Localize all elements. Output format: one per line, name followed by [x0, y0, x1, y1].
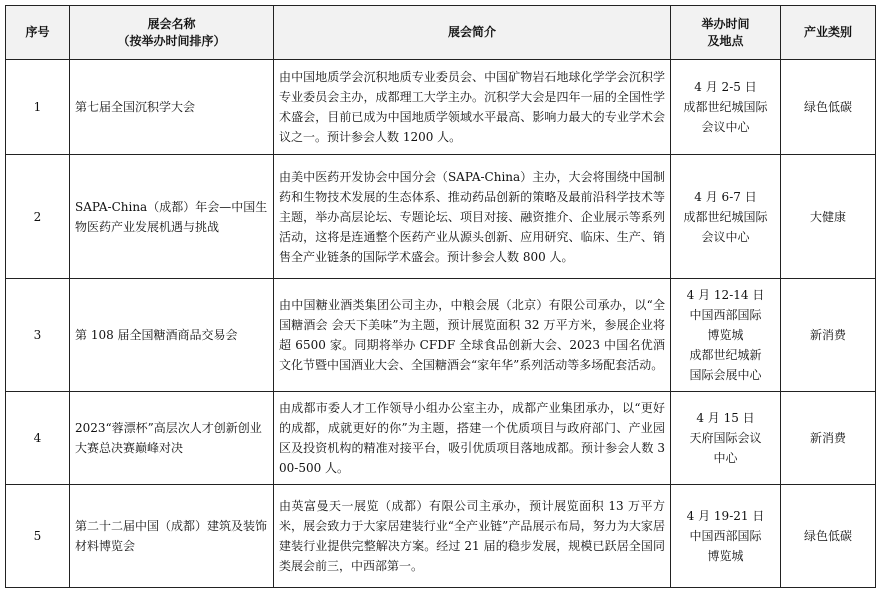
row-no: 4: [6, 392, 70, 485]
row-time-line: 4 月 2-5 日: [694, 80, 757, 94]
table-header-row: [6, 6, 876, 60]
row-time: [671, 392, 781, 485]
row-category: 绿色低碳: [781, 60, 876, 155]
table-row: [6, 392, 876, 485]
row-time-line: 4 月 15 日: [696, 411, 755, 425]
row-time-line: 天府国际会议: [689, 431, 762, 445]
row-time-line: 成都世纪城国际: [683, 100, 768, 114]
row-time: [671, 60, 781, 155]
table-row: [6, 485, 876, 588]
header-intro: 展会简介: [274, 6, 671, 60]
row-time: [671, 155, 781, 279]
row-intro: 由美中医药开发协会中国分会（SAPA-China）主办，大会将围绕中国制药和生物技术发展的生态体系、推动药品创新的策略及最前沿科学技术等主题，举办高层论坛、专题论坛、项目对接、融资推介、企业展示等系列活动，这将是连通整个医药产业从源头创新、应用研究、临床、生产、销售全产业链条的国际学术盛会。预计参会人数 800 人。: [274, 155, 671, 279]
row-time-line: 中国西部国际: [689, 308, 762, 322]
row-intro: 由成都市委人才工作领导小组办公室主办，成都产业集团承办，以“更好的成都，成就更好的你”为主题，搭建一个优质项目与政府部门、产业园区及投资机构的精准对接平台，吸引优质项目落地成都。预计参会人数 300-500 人。: [274, 392, 671, 485]
table-row: [6, 155, 876, 279]
row-time-line: 成都世纪城新: [689, 348, 762, 362]
row-time-line: 4 月 6-7 日: [694, 189, 757, 204]
row-intro: 由中国糖业酒类集团公司主办，中粮会展（北京）有限公司承办，以“全国糖酒会 会天下美味”为主题，预计展览面积 32 万平方米，参展企业将超 6500 家。同期将举办 CFDF 全球食品创新大会、2023 中国名优酒文化节暨中国酒业大会、全国糖酒会“家年华”系列活动等多场配套活动。: [274, 279, 671, 392]
header-category: 产业类别: [781, 6, 876, 60]
row-time-line: 4 月 19-21 日: [686, 509, 765, 523]
row-name: 第七届全国沉积学大会: [70, 60, 274, 155]
row-category: 新消费: [781, 392, 876, 485]
row-category: 新消费: [781, 279, 876, 392]
header-name-line2: （按举办时间排序）: [117, 33, 226, 48]
table-row: [6, 60, 876, 155]
row-time-line: 成都世纪城国际: [683, 209, 768, 224]
header-time: [671, 6, 781, 60]
exhibition-table: [5, 5, 876, 588]
row-category: 绿色低碳: [781, 485, 876, 588]
row-intro: 由中国地质学会沉积地质专业委员会、中国矿物岩石地球化学学会沉积学专业委员会主办，成都理工大学主办。沉积学大会是四年一届的全国性学术盛会，目前已成为中国地质学领域水平最高、影响力最大的专业学术会议之一。预计参会人数 1200 人。: [274, 60, 671, 155]
row-name: 第二十二届中国（成都）建筑及装饰材料博览会: [70, 485, 274, 588]
row-time-line: 博览城: [707, 328, 744, 342]
row-time-line: 国际会展中心: [689, 368, 762, 382]
table-row: [6, 279, 876, 392]
row-time-line: 会议中心: [701, 120, 750, 134]
row-no: 3: [6, 279, 70, 392]
row-no: 2: [6, 155, 70, 279]
header-name-line1: 展会名称: [147, 16, 196, 31]
row-name: 2023“蓉漂杯”高层次人才创新创业大赛总决赛巅峰对决: [70, 392, 274, 485]
row-time-line: 中心: [713, 451, 738, 465]
row-time-line: 博览城: [707, 549, 744, 563]
row-intro: 由英富曼天一展览（成都）有限公司主承办，预计展览面积 13 万平方米，展会致力于大家居建装行业“全产业链”产品展示布局，努力为大家居建装行业提供完整解决方案。经过 21 届的稳步发展，规模已跃居全国同类展会前三，中西部第一。: [274, 485, 671, 588]
row-no: 1: [6, 60, 70, 155]
row-time: [671, 279, 781, 392]
row-time-line: 中国西部国际: [689, 529, 762, 543]
row-time: [671, 485, 781, 588]
row-no: 5: [6, 485, 70, 588]
header-name: [70, 6, 274, 60]
header-no: 序号: [6, 6, 70, 60]
header-time-line1: 举办时间: [701, 16, 750, 31]
row-category: 大健康: [781, 155, 876, 279]
row-name: SAPA-China（成都）年会—中国生物医药产业发展机遇与挑战: [70, 155, 274, 279]
row-name: 第 108 届全国糖酒商品交易会: [70, 279, 274, 392]
row-time-line: 4 月 12-14 日: [686, 288, 765, 302]
row-time-line: 会议中心: [701, 229, 750, 244]
header-time-line2: 及地点: [707, 33, 744, 48]
